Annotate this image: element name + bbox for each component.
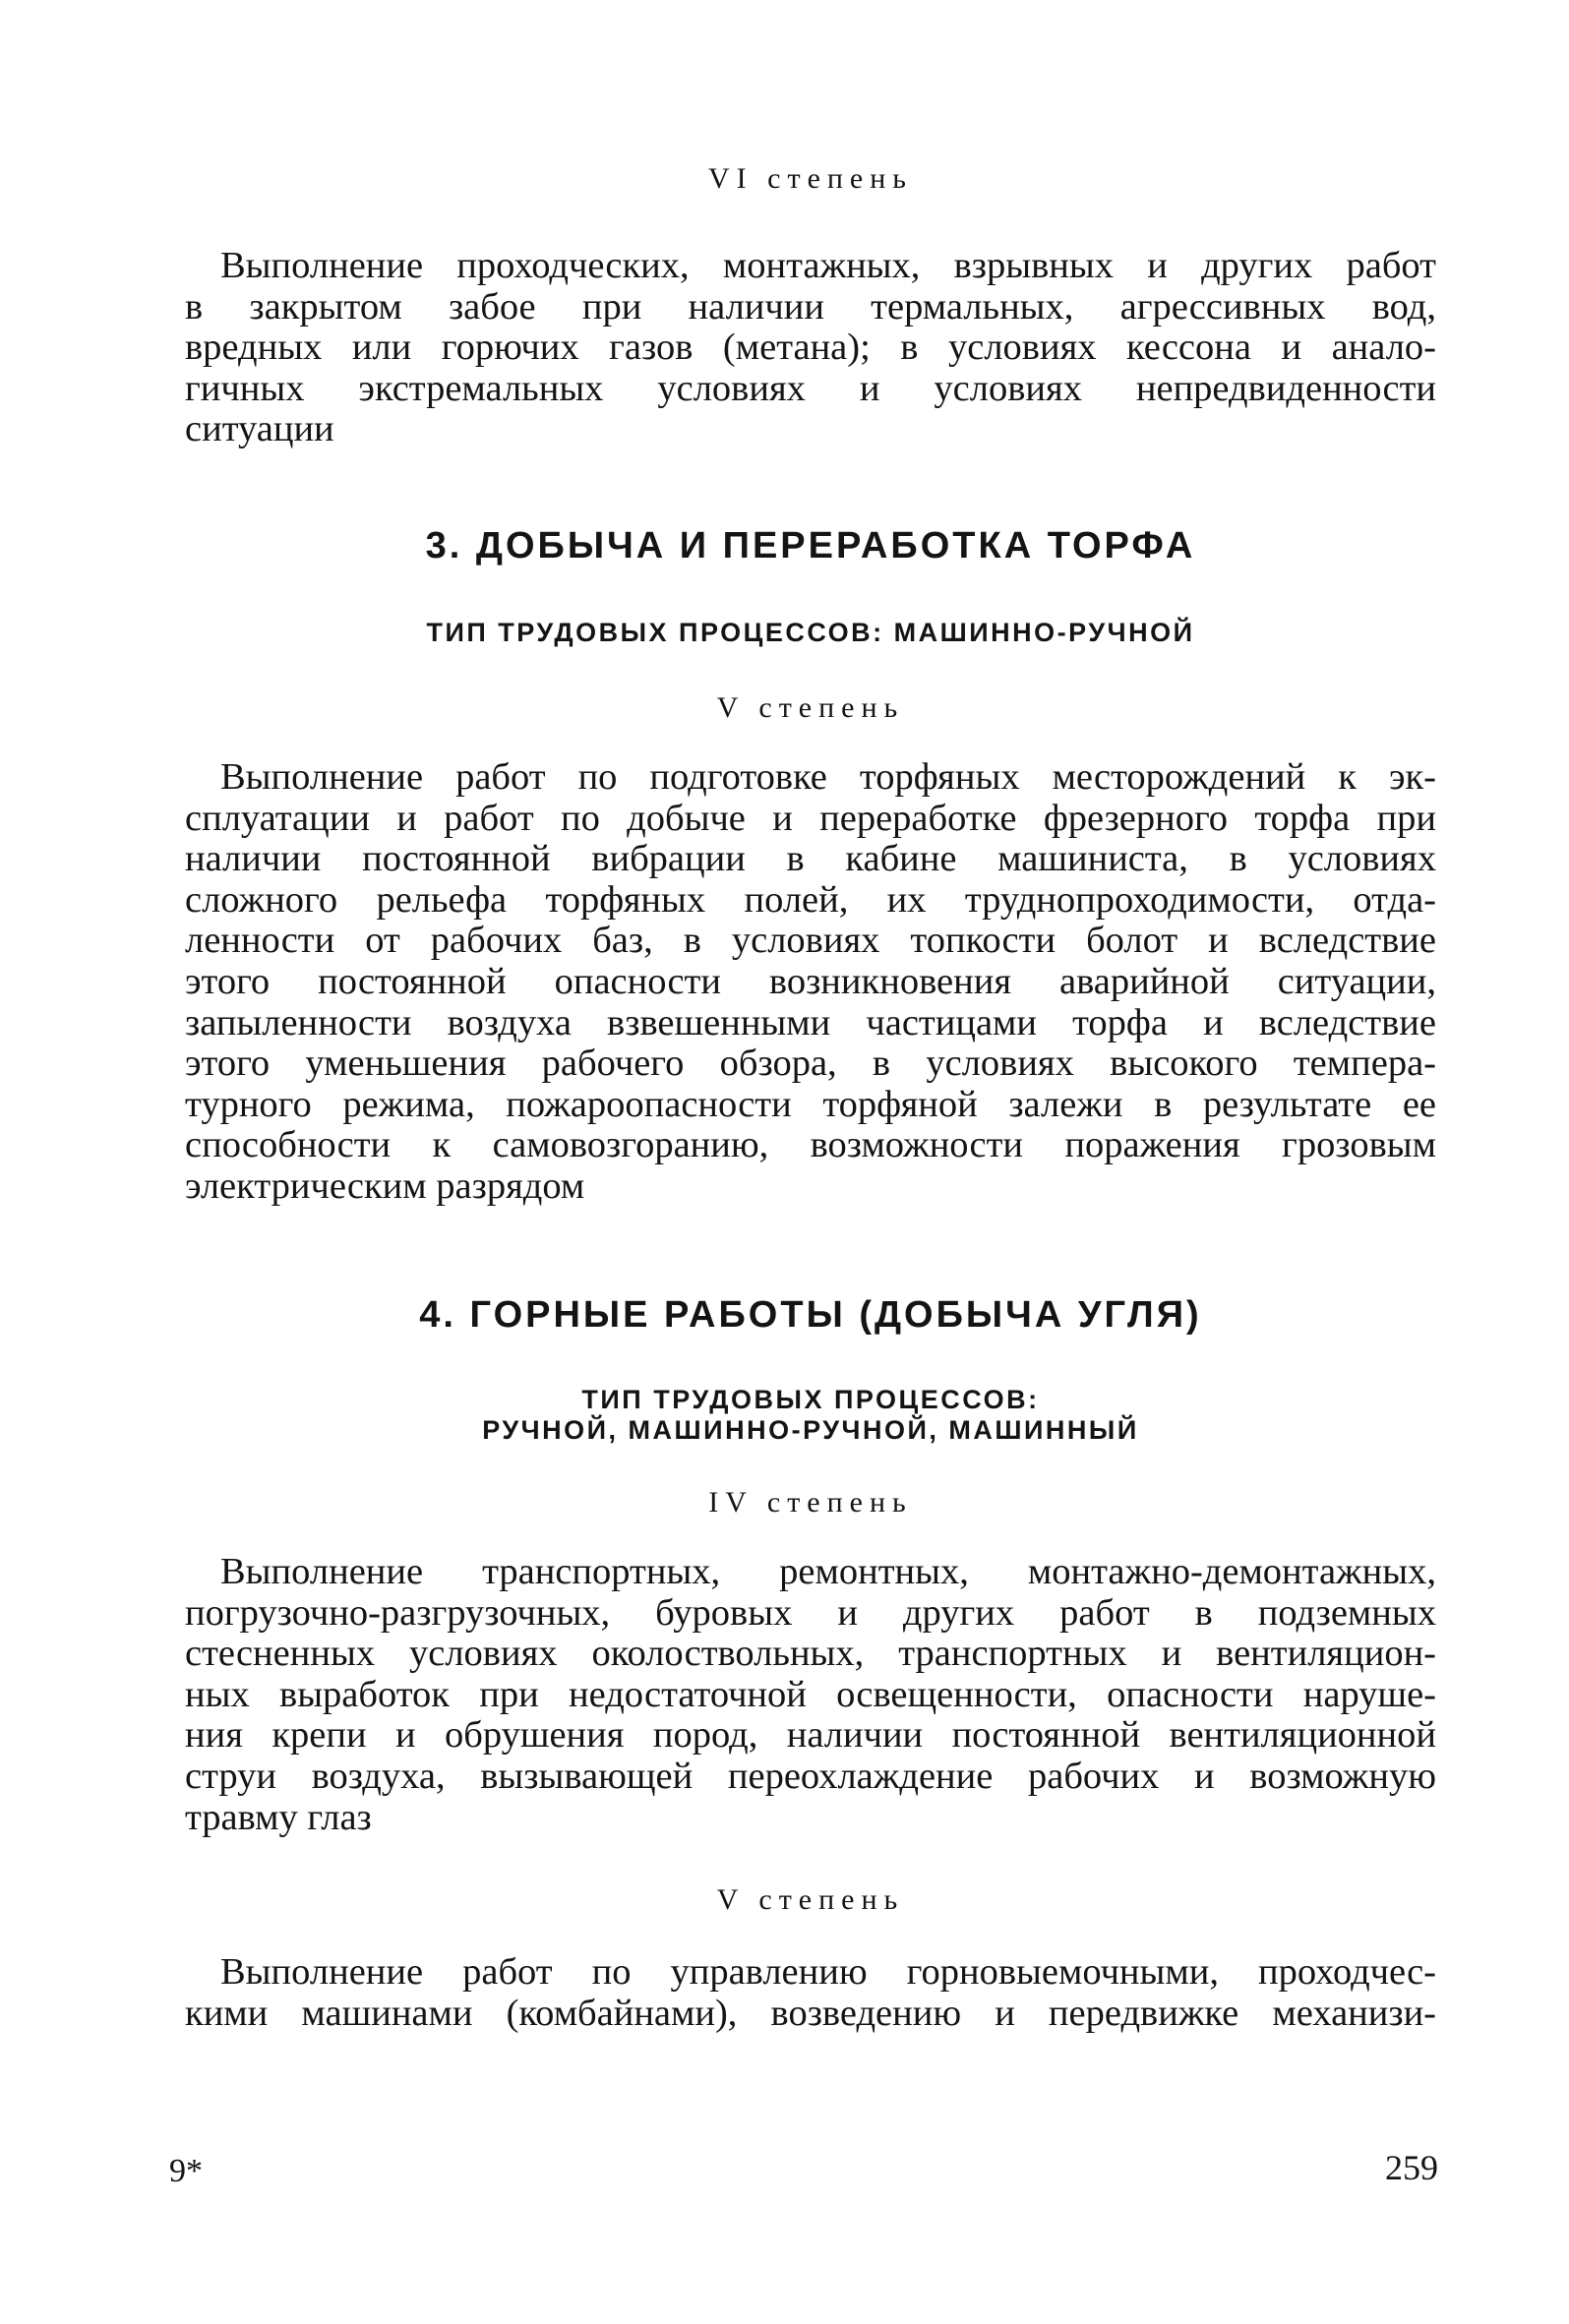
paragraph-line: электрическим разрядом	[185, 1164, 585, 1207]
paragraph-torf	[185, 757, 1436, 1208]
paragraph-line: запыленности воздуха взвешенными частицами торфа и вследствие	[185, 1001, 1436, 1043]
paragraph-line: ленности от рабочих баз, в условиях топкости болот и вследствие	[185, 920, 1436, 962]
paragraph-line: ных выработок при недостаточной освещенности, опасности наруше-	[185, 1673, 1436, 1715]
paragraph-line: травму глаз	[185, 1796, 372, 1838]
section-4-subtitle	[185, 1385, 1436, 1446]
paragraph-line: Выполнение работ по управлению горновыемочными, проходчес-	[220, 1951, 1436, 1993]
paragraph-line: сплуатации и работ по добыче и переработке фрезерного торфа при	[185, 797, 1436, 839]
paragraph-line: гичных экстремальных условиях и условиях непредвиденности	[185, 367, 1436, 409]
paragraph-line: ситуации	[185, 408, 334, 450]
paragraph-line: в закрытом забое при наличии термальных, агрессивных вод,	[185, 285, 1436, 328]
section-4-subtitle-line: ТИП ТРУДОВЫХ ПРОЦЕССОВ:	[581, 1385, 1040, 1414]
degree-heading-vi: VI степень	[707, 162, 913, 195]
paragraph-line: турного режима, пожароопасности торфяной залежи в результате ее	[185, 1083, 1436, 1125]
section-4-subtitle-line: РУЧНОЙ, МАШИННО-РУЧНОЙ, МАШИННЫЙ	[482, 1415, 1139, 1445]
degree-heading-iv: IV степень	[708, 1486, 913, 1519]
degree-heading-v-torf: V степень	[716, 691, 905, 724]
paragraph-line: этого уменьшения рабочего обзора, в условиях высокого темпера-	[185, 1043, 1436, 1085]
paragraph-line: струи воздуха, вызывающей переохлаждение рабочих и возможную	[185, 1755, 1436, 1797]
paragraph-line: Выполнение работ по подготовке торфяных месторождений к эк-	[220, 756, 1436, 798]
section-3-title: 3. ДОБЫЧА И ПЕРЕРАБОТКА ТОРФА	[425, 525, 1196, 566]
paragraph-iv	[185, 1552, 1436, 1838]
paragraph-line: кими машинами (комбайнами), возведению и передвижке механизи-	[185, 1992, 1436, 2034]
paragraph-line: погрузочно-разгрузочных, буровых и других работ в подземных	[185, 1591, 1436, 1634]
paragraph-v-coal	[185, 1952, 1436, 2034]
signature-mark: 9*	[169, 2153, 203, 2189]
paragraph-line: Выполнение транспортных, ремонтных, монтажно-демонтажных,	[220, 1551, 1436, 1592]
paragraph-line: стесненных условиях околоствольных, транспортных и вентиляцион-	[185, 1633, 1436, 1675]
paragraph-vi	[185, 246, 1436, 450]
section-4-title: 4. ГОРНЫЕ РАБОТЫ (ДОБЫЧА УГЛЯ)	[419, 1294, 1202, 1336]
paragraph-line: сложного рельефа торфяных полей, их труднопроходимости, отда-	[185, 878, 1436, 921]
page-number: 259	[1385, 2148, 1438, 2187]
paragraph-line: Выполнение проходческих, монтажных, взрывных и других работ	[220, 245, 1436, 286]
paragraph-line: ния крепи и обрушения пород, наличии постоянной вентиляционной	[185, 1714, 1436, 1757]
paragraph-line: способности к самовозгоранию, возможности поражения грозовым	[185, 1124, 1436, 1166]
paragraph-line: вредных или горючих газов (метана); в условиях кессона и анало-	[185, 327, 1436, 369]
paragraph-line: этого постоянной опасности возникновения аварийной ситуации,	[185, 960, 1436, 1002]
degree-heading-v-coal: V степень	[716, 1883, 905, 1916]
paragraph-line: наличии постоянной вибрации в кабине машиниста, в условиях	[185, 838, 1436, 880]
section-3-subtitle: ТИП ТРУДОВЫХ ПРОЦЕССОВ: МАШИННО-РУЧНОЙ	[426, 618, 1195, 647]
